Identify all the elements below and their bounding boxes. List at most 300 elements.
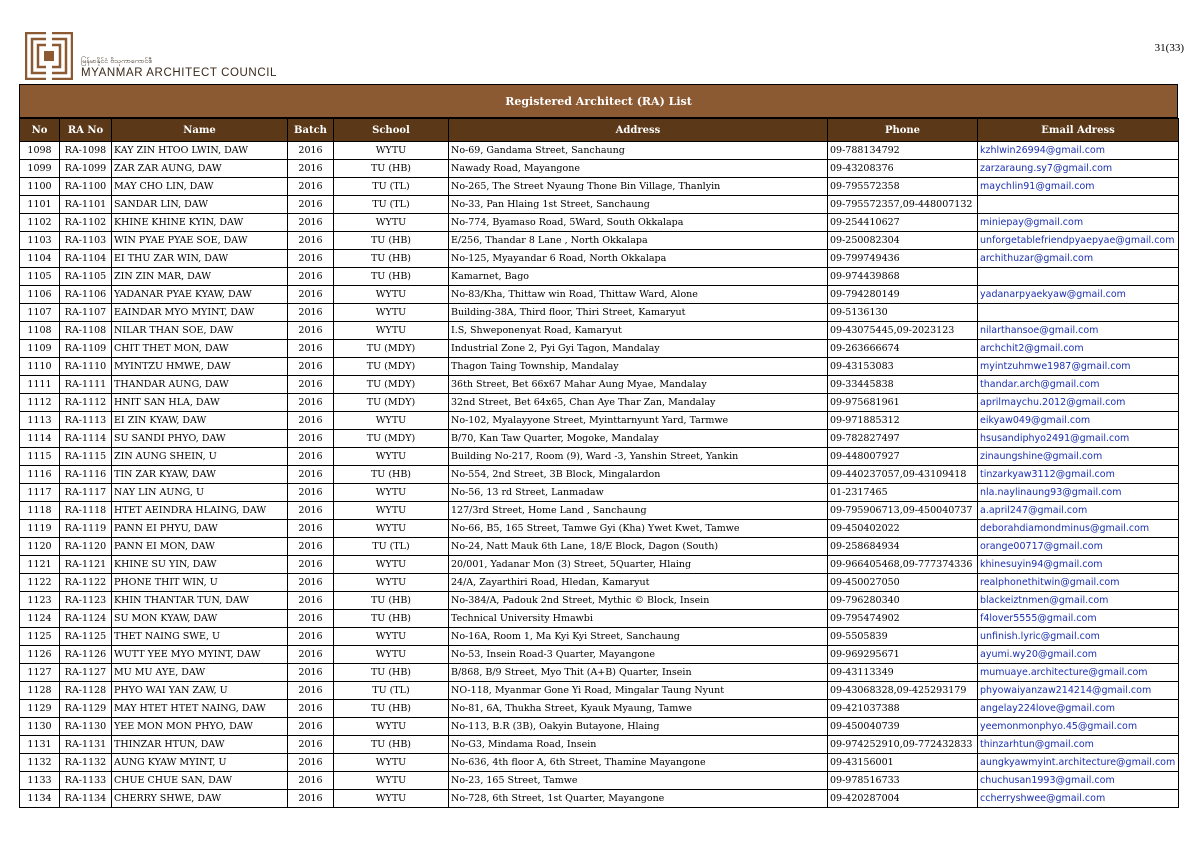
- cell-no: 1111: [20, 376, 60, 394]
- cell-name: ZIN ZIN MAR, DAW: [112, 268, 288, 286]
- cell-address: I.S, Shweponenyat Road, Kamaryut: [449, 322, 828, 340]
- cell-ra-no: RA-1108: [60, 322, 112, 340]
- table-row: [20, 178, 1179, 196]
- cell-ra-no: RA-1131: [60, 736, 112, 754]
- cell-name: CHUE CHUE SAN, DAW: [112, 772, 288, 790]
- cell-ra-no: RA-1125: [60, 628, 112, 646]
- table-row: [20, 448, 1179, 466]
- table-row: [20, 196, 1179, 214]
- cell-email[interactable]: zarzaraung.sy7@gmail.com: [978, 160, 1179, 178]
- cell-name: MU MU AYE, DAW: [112, 664, 288, 682]
- cell-address: Thagon Taing Township, Mandalay: [449, 358, 828, 376]
- table-row: [20, 574, 1179, 592]
- cell-address: 24/A, Zayarthiri Road, Hledan, Kamaryut: [449, 574, 828, 592]
- cell-email[interactable]: nilarthansoe@gmail.com: [978, 322, 1179, 340]
- table-row: [20, 592, 1179, 610]
- table-header-row: [20, 119, 1179, 142]
- cell-address: No-113, B.R (3B), Oakyin Butayone, Hlaing: [449, 718, 828, 736]
- cell-address: No-24, Natt Mauk 6th Lane, 18/E Block, Dagon (South): [449, 538, 828, 556]
- cell-phone: 09-254410627: [828, 214, 978, 232]
- cell-batch: 2016: [288, 358, 334, 376]
- table-row: [20, 520, 1179, 538]
- cell-phone: 09-33445838: [828, 376, 978, 394]
- cell-batch: 2016: [288, 142, 334, 160]
- cell-email[interactable]: phyowaiyanzaw214214@gmail.com: [978, 682, 1179, 700]
- cell-no: 1115: [20, 448, 60, 466]
- cell-batch: 2016: [288, 376, 334, 394]
- cell-name: CHIT THET MON, DAW: [112, 340, 288, 358]
- col-header-school: School: [334, 119, 449, 142]
- cell-ra-no: RA-1112: [60, 394, 112, 412]
- col-header-ra-no: RA No: [60, 119, 112, 142]
- cell-school: TU (HB): [334, 700, 449, 718]
- cell-ra-no: RA-1122: [60, 574, 112, 592]
- cell-no: 1119: [20, 520, 60, 538]
- cell-batch: 2016: [288, 394, 334, 412]
- architect-table: [19, 118, 1179, 808]
- cell-school: TU (HB): [334, 610, 449, 628]
- cell-no: 1129: [20, 700, 60, 718]
- cell-school: WYTU: [334, 646, 449, 664]
- cell-batch: 2016: [288, 790, 334, 808]
- cell-school: WYTU: [334, 214, 449, 232]
- cell-address: Building No-217, Room (9), Ward -3, Yanshin Street, Yankin: [449, 448, 828, 466]
- cell-name: PHYO WAI YAN ZAW, U: [112, 682, 288, 700]
- cell-no: 1110: [20, 358, 60, 376]
- table-row: [20, 304, 1179, 322]
- cell-ra-no: RA-1111: [60, 376, 112, 394]
- cell-phone: 09-796280340: [828, 592, 978, 610]
- col-header-address: Address: [449, 119, 828, 142]
- cell-batch: 2016: [288, 178, 334, 196]
- cell-email[interactable]: realphonethitwin@gmail.com: [978, 574, 1179, 592]
- cell-name: TIN ZAR KYAW, DAW: [112, 466, 288, 484]
- cell-school: TU (TL): [334, 178, 449, 196]
- cell-address: No-81, 6A, Thukha Street, Kyauk Myaung, Tamwe: [449, 700, 828, 718]
- cell-no: 1102: [20, 214, 60, 232]
- cell-address: Industrial Zone 2, Pyi Gyi Tagon, Mandalay: [449, 340, 828, 358]
- cell-batch: 2016: [288, 250, 334, 268]
- cell-school: TU (HB): [334, 160, 449, 178]
- cell-name: NAY LIN AUNG, U: [112, 484, 288, 502]
- cell-no: 1126: [20, 646, 60, 664]
- cell-phone: 09-971885312: [828, 412, 978, 430]
- cell-name: SU MON KYAW, DAW: [112, 610, 288, 628]
- cell-address: Building-38A, Third floor, Thiri Street, Kamaryut: [449, 304, 828, 322]
- cell-school: WYTU: [334, 322, 449, 340]
- cell-batch: 2016: [288, 448, 334, 466]
- cell-phone: 09-978516733: [828, 772, 978, 790]
- cell-no: 1112: [20, 394, 60, 412]
- cell-ra-no: RA-1114: [60, 430, 112, 448]
- table-row: [20, 286, 1179, 304]
- cell-no: 1131: [20, 736, 60, 754]
- cell-email[interactable]: myintzuhmwe1987@gmail.com: [978, 358, 1179, 376]
- cell-phone: 09-974439868: [828, 268, 978, 286]
- cell-school: WYTU: [334, 286, 449, 304]
- table-row: [20, 502, 1179, 520]
- cell-no: 1101: [20, 196, 60, 214]
- cell-no: 1113: [20, 412, 60, 430]
- cell-school: WYTU: [334, 790, 449, 808]
- cell-batch: 2016: [288, 718, 334, 736]
- cell-address: No-554, 2nd Street, 3B Block, Mingalardon: [449, 466, 828, 484]
- cell-batch: 2016: [288, 520, 334, 538]
- cell-batch: 2016: [288, 268, 334, 286]
- table-body: [20, 142, 1179, 808]
- cell-ra-no: RA-1102: [60, 214, 112, 232]
- cell-ra-no: RA-1105: [60, 268, 112, 286]
- cell-phone: 09-43068328,09-425293179: [828, 682, 978, 700]
- cell-ra-no: RA-1104: [60, 250, 112, 268]
- cell-email[interactable]: maychlin91@gmail.com: [978, 178, 1179, 196]
- cell-school: WYTU: [334, 772, 449, 790]
- cell-address: NO-118, Myanmar Gone Yi Road, Mingalar Taung Nyunt: [449, 682, 828, 700]
- cell-name: PANN EI PHYU, DAW: [112, 520, 288, 538]
- cell-email[interactable]: unfinish.lyric@gmail.com: [978, 628, 1179, 646]
- cell-school: WYTU: [334, 520, 449, 538]
- cell-no: 1125: [20, 628, 60, 646]
- col-header-email: Email Adress: [978, 119, 1179, 142]
- cell-phone: 09-966405468,09-777374336: [828, 556, 978, 574]
- cell-email[interactable]: hsusandiphyo2491@gmail.com: [978, 430, 1179, 448]
- cell-email[interactable]: archchit2@gmail.com: [978, 340, 1179, 358]
- cell-no: 1106: [20, 286, 60, 304]
- cell-name: EI THU ZAR WIN, DAW: [112, 250, 288, 268]
- cell-email: [978, 268, 1179, 286]
- cell-phone: 09-782827497: [828, 430, 978, 448]
- cell-no: 1132: [20, 754, 60, 772]
- cell-name: EAINDAR MYO MYINT, DAW: [112, 304, 288, 322]
- table-row: [20, 160, 1179, 178]
- cell-ra-no: RA-1127: [60, 664, 112, 682]
- cell-address: No-G3, Mindama Road, Insein: [449, 736, 828, 754]
- cell-no: 1109: [20, 340, 60, 358]
- cell-batch: 2016: [288, 628, 334, 646]
- table-row: [20, 646, 1179, 664]
- cell-phone: 09-975681961: [828, 394, 978, 412]
- cell-school: TU (MDY): [334, 430, 449, 448]
- col-header-name: Name: [112, 119, 288, 142]
- table-row: [20, 232, 1179, 250]
- table-row: [20, 376, 1179, 394]
- cell-batch: 2016: [288, 412, 334, 430]
- cell-ra-no: RA-1116: [60, 466, 112, 484]
- cell-ra-no: RA-1129: [60, 700, 112, 718]
- cell-phone: 09-43113349: [828, 664, 978, 682]
- cell-batch: 2016: [288, 754, 334, 772]
- cell-school: TU (TL): [334, 196, 449, 214]
- cell-email[interactable]: angelay224love@gmail.com: [978, 700, 1179, 718]
- table-row: [20, 358, 1179, 376]
- cell-school: TU (TL): [334, 538, 449, 556]
- cell-school: TU (HB): [334, 466, 449, 484]
- cell-batch: 2016: [288, 610, 334, 628]
- cell-no: 1117: [20, 484, 60, 502]
- cell-email[interactable]: a.april247@gmail.com: [978, 502, 1179, 520]
- cell-name: CHERRY SHWE, DAW: [112, 790, 288, 808]
- cell-school: TU (HB): [334, 664, 449, 682]
- cell-name: ZAR ZAR AUNG, DAW: [112, 160, 288, 178]
- cell-ra-no: RA-1118: [60, 502, 112, 520]
- table-row: [20, 754, 1179, 772]
- table-row: [20, 412, 1179, 430]
- cell-address: Kamarnet, Bago: [449, 268, 828, 286]
- cell-phone: 09-43153083: [828, 358, 978, 376]
- cell-address: 32nd Street, Bet 64x65, Chan Aye Thar Zan, Mandalay: [449, 394, 828, 412]
- cell-name: SANDAR LIN, DAW: [112, 196, 288, 214]
- cell-no: 1103: [20, 232, 60, 250]
- cell-batch: 2016: [288, 232, 334, 250]
- cell-name: YADANAR PYAE KYAW, DAW: [112, 286, 288, 304]
- cell-no: 1130: [20, 718, 60, 736]
- cell-no: 1133: [20, 772, 60, 790]
- cell-address: No-636, 4th floor A, 6th Street, Thamine Mayangone: [449, 754, 828, 772]
- cell-address: No-16A, Room 1, Ma Kyi Kyi Street, Sanchaung: [449, 628, 828, 646]
- table-row: [20, 484, 1179, 502]
- cell-ra-no: RA-1098: [60, 142, 112, 160]
- cell-ra-no: RA-1103: [60, 232, 112, 250]
- cell-email[interactable]: chuchusan1993@gmail.com: [978, 772, 1179, 790]
- cell-phone: 09-420287004: [828, 790, 978, 808]
- cell-name: MAY HTET HTET NAING, DAW: [112, 700, 288, 718]
- cell-phone: 09-969295671: [828, 646, 978, 664]
- cell-name: WIN PYAE PYAE SOE, DAW: [112, 232, 288, 250]
- cell-email[interactable]: aungkyawmyint.architecture@gmail.com: [978, 754, 1179, 772]
- cell-no: 1098: [20, 142, 60, 160]
- cell-address: No-265, The Street Nyaung Thone Bin Village, Thanlyin: [449, 178, 828, 196]
- cell-email[interactable]: ayumi.wy20@gmail.com: [978, 646, 1179, 664]
- cell-name: WUTT YEE MYO MYINT, DAW: [112, 646, 288, 664]
- cell-address: B/868, B/9 Street, Myo Thit (A+B) Quarter, Insein: [449, 664, 828, 682]
- cell-address: 36th Street, Bet 66x67 Mahar Aung Myae, Mandalay: [449, 376, 828, 394]
- cell-phone: 09-258684934: [828, 538, 978, 556]
- cell-phone: 09-795906713,09-450040737: [828, 502, 978, 520]
- cell-email[interactable]: tinzarkyaw3112@gmail.com: [978, 466, 1179, 484]
- table-row: [20, 142, 1179, 160]
- cell-school: TU (HB): [334, 250, 449, 268]
- cell-name: EI ZIN KYAW, DAW: [112, 412, 288, 430]
- cell-ra-no: RA-1113: [60, 412, 112, 430]
- cell-no: 1123: [20, 592, 60, 610]
- cell-school: TU (MDY): [334, 358, 449, 376]
- cell-school: WYTU: [334, 448, 449, 466]
- cell-email[interactable]: kzhlwin26994@gmail.com: [978, 142, 1179, 160]
- table-row: [20, 538, 1179, 556]
- cell-no: 1107: [20, 304, 60, 322]
- cell-name: MAY CHO LIN, DAW: [112, 178, 288, 196]
- cell-ra-no: RA-1128: [60, 682, 112, 700]
- cell-address: No-728, 6th Street, 1st Quarter, Mayangone: [449, 790, 828, 808]
- cell-school: TU (MDY): [334, 376, 449, 394]
- cell-email[interactable]: f4lover5555@gmail.com: [978, 610, 1179, 628]
- cell-email[interactable]: aprilmaychu.2012@gmail.com: [978, 394, 1179, 412]
- cell-email[interactable]: deborahdiamondminus@gmail.com: [978, 520, 1179, 538]
- cell-name: PHONE THIT WIN, U: [112, 574, 288, 592]
- cell-batch: 2016: [288, 484, 334, 502]
- cell-phone: 09-250082304: [828, 232, 978, 250]
- cell-name: KHINE KHINE KYIN, DAW: [112, 214, 288, 232]
- cell-email[interactable]: eikyaw049@gmail.com: [978, 412, 1179, 430]
- cell-phone: 09-421037388: [828, 700, 978, 718]
- cell-school: WYTU: [334, 628, 449, 646]
- cell-name: ZIN AUNG SHEIN, U: [112, 448, 288, 466]
- cell-name: SU SANDI PHYO, DAW: [112, 430, 288, 448]
- cell-ra-no: RA-1124: [60, 610, 112, 628]
- cell-batch: 2016: [288, 466, 334, 484]
- cell-email[interactable]: miniepay@gmail.com: [978, 214, 1179, 232]
- table-row: [20, 790, 1179, 808]
- table-row: [20, 430, 1179, 448]
- cell-address: No-66, B5, 165 Street, Tamwe Gyi (Kha) Ywet Kwet, Tamwe: [449, 520, 828, 538]
- cell-no: 1105: [20, 268, 60, 286]
- cell-ra-no: RA-1099: [60, 160, 112, 178]
- cell-phone: 09-799749436: [828, 250, 978, 268]
- cell-batch: 2016: [288, 682, 334, 700]
- cell-name: HNIT SAN HLA, DAW: [112, 394, 288, 412]
- cell-batch: 2016: [288, 340, 334, 358]
- cell-address: No-69, Gandama Street, Sanchaung: [449, 142, 828, 160]
- org-name: MYANMAR ARCHITECT COUNCIL: [81, 67, 278, 79]
- table-row: [20, 322, 1179, 340]
- cell-batch: 2016: [288, 214, 334, 232]
- cell-ra-no: RA-1109: [60, 340, 112, 358]
- cell-ra-no: RA-1117: [60, 484, 112, 502]
- cell-address: E/256, Thandar 8 Lane , North Okkalapa: [449, 232, 828, 250]
- cell-phone: 09-448007927: [828, 448, 978, 466]
- cell-no: 1127: [20, 664, 60, 682]
- cell-no: 1134: [20, 790, 60, 808]
- cell-phone: 09-794280149: [828, 286, 978, 304]
- cell-school: WYTU: [334, 142, 449, 160]
- cell-phone: 09-974252910,09-772432833: [828, 736, 978, 754]
- cell-email[interactable]: archithuzar@gmail.com: [978, 250, 1179, 268]
- cell-address: No-83/Kha, Thittaw win Road, Thittaw Ward, Alone: [449, 286, 828, 304]
- cell-name: PANN EI MON, DAW: [112, 538, 288, 556]
- col-header-batch: Batch: [288, 119, 334, 142]
- cell-ra-no: RA-1132: [60, 754, 112, 772]
- cell-school: TU (MDY): [334, 394, 449, 412]
- cell-address: No-102, Myalayyone Street, Myinttarnyunt Yard, Tarmwe: [449, 412, 828, 430]
- cell-school: TU (HB): [334, 268, 449, 286]
- cell-ra-no: RA-1106: [60, 286, 112, 304]
- cell-address: B/70, Kan Taw Quarter, Mogoke, Mandalay: [449, 430, 828, 448]
- col-header-no: No: [20, 119, 60, 142]
- cell-batch: 2016: [288, 736, 334, 754]
- cell-school: TU (HB): [334, 232, 449, 250]
- col-header-phone: Phone: [828, 119, 978, 142]
- cell-ra-no: RA-1121: [60, 556, 112, 574]
- cell-email[interactable]: blackeiztnmen@gmail.com: [978, 592, 1179, 610]
- cell-phone: 09-43156001: [828, 754, 978, 772]
- cell-email[interactable]: yadanarpyaekyaw@gmail.com: [978, 286, 1179, 304]
- cell-phone: 09-795572357,09-448007132: [828, 196, 978, 214]
- cell-ra-no: RA-1123: [60, 592, 112, 610]
- table-row: [20, 700, 1179, 718]
- cell-school: WYTU: [334, 754, 449, 772]
- table-row: [20, 664, 1179, 682]
- cell-no: 1121: [20, 556, 60, 574]
- cell-ra-no: RA-1101: [60, 196, 112, 214]
- cell-email[interactable]: zinaungshine@gmail.com: [978, 448, 1179, 466]
- cell-no: 1128: [20, 682, 60, 700]
- cell-batch: 2016: [288, 430, 334, 448]
- cell-phone: 09-263666674: [828, 340, 978, 358]
- cell-ra-no: RA-1107: [60, 304, 112, 322]
- cell-batch: 2016: [288, 772, 334, 790]
- cell-batch: 2016: [288, 700, 334, 718]
- cell-name: KHINE SU YIN, DAW: [112, 556, 288, 574]
- cell-batch: 2016: [288, 160, 334, 178]
- cell-name: YEE MON MON PHYO, DAW: [112, 718, 288, 736]
- cell-name: THINZAR HTUN, DAW: [112, 736, 288, 754]
- cell-ra-no: RA-1110: [60, 358, 112, 376]
- cell-email[interactable]: orange00717@gmail.com: [978, 538, 1179, 556]
- table-title: Registered Architect (RA) List: [19, 84, 1178, 118]
- cell-phone: 09-43075445,09-2023123: [828, 322, 978, 340]
- table-row: [20, 250, 1179, 268]
- table-row: [20, 340, 1179, 358]
- table-row: [20, 466, 1179, 484]
- cell-email[interactable]: thandar.arch@gmail.com: [978, 376, 1179, 394]
- cell-phone: 09-440237057,09-43109418: [828, 466, 978, 484]
- table-row: [20, 394, 1179, 412]
- cell-no: 1104: [20, 250, 60, 268]
- cell-email[interactable]: thinzarhtun@gmail.com: [978, 736, 1179, 754]
- cell-school: WYTU: [334, 304, 449, 322]
- cell-email[interactable]: nla.naylinaung93@gmail.com: [978, 484, 1179, 502]
- cell-phone: 09-450402022: [828, 520, 978, 538]
- cell-name: HTET AEINDRA HLAING, DAW: [112, 502, 288, 520]
- cell-name: KHIN THANTAR TUN, DAW: [112, 592, 288, 610]
- cell-ra-no: RA-1115: [60, 448, 112, 466]
- cell-email[interactable]: yeemonmonphyo.45@gmail.com: [978, 718, 1179, 736]
- cell-no: 1099: [20, 160, 60, 178]
- cell-no: 1100: [20, 178, 60, 196]
- cell-ra-no: RA-1130: [60, 718, 112, 736]
- cell-address: No-33, Pan Hlaing 1st Street, Sanchaung: [449, 196, 828, 214]
- cell-email[interactable]: mumuaye.architecture@gmail.com: [978, 664, 1179, 682]
- cell-email: [978, 196, 1179, 214]
- cell-address: No-23, 165 Street, Tamwe: [449, 772, 828, 790]
- cell-email[interactable]: ccherryshwee@gmail.com: [978, 790, 1179, 808]
- cell-phone: 09-43208376: [828, 160, 978, 178]
- cell-no: 1124: [20, 610, 60, 628]
- cell-batch: 2016: [288, 556, 334, 574]
- cell-batch: 2016: [288, 538, 334, 556]
- cell-no: 1116: [20, 466, 60, 484]
- table-row: [20, 772, 1179, 790]
- cell-address: Technical University Hmawbi: [449, 610, 828, 628]
- cell-school: TU (HB): [334, 736, 449, 754]
- cell-phone: 09-450040739: [828, 718, 978, 736]
- cell-email[interactable]: khinesuyin94@gmail.com: [978, 556, 1179, 574]
- cell-batch: 2016: [288, 304, 334, 322]
- cell-address: No-56, 13 rd Street, Lanmadaw: [449, 484, 828, 502]
- cell-phone: 09-5136130: [828, 304, 978, 322]
- cell-name: THANDAR AUNG, DAW: [112, 376, 288, 394]
- cell-name: KAY ZIN HTOO LWIN, DAW: [112, 142, 288, 160]
- cell-batch: 2016: [288, 322, 334, 340]
- cell-address: Nawady Road, Mayangone: [449, 160, 828, 178]
- cell-email[interactable]: unforgetablefriendpyaepyae@gmail.com: [978, 232, 1179, 250]
- cell-batch: 2016: [288, 502, 334, 520]
- table-row: [20, 214, 1179, 232]
- cell-batch: 2016: [288, 574, 334, 592]
- cell-phone: 09-788134792: [828, 142, 978, 160]
- cell-name: NILAR THAN SOE, DAW: [112, 322, 288, 340]
- cell-batch: 2016: [288, 664, 334, 682]
